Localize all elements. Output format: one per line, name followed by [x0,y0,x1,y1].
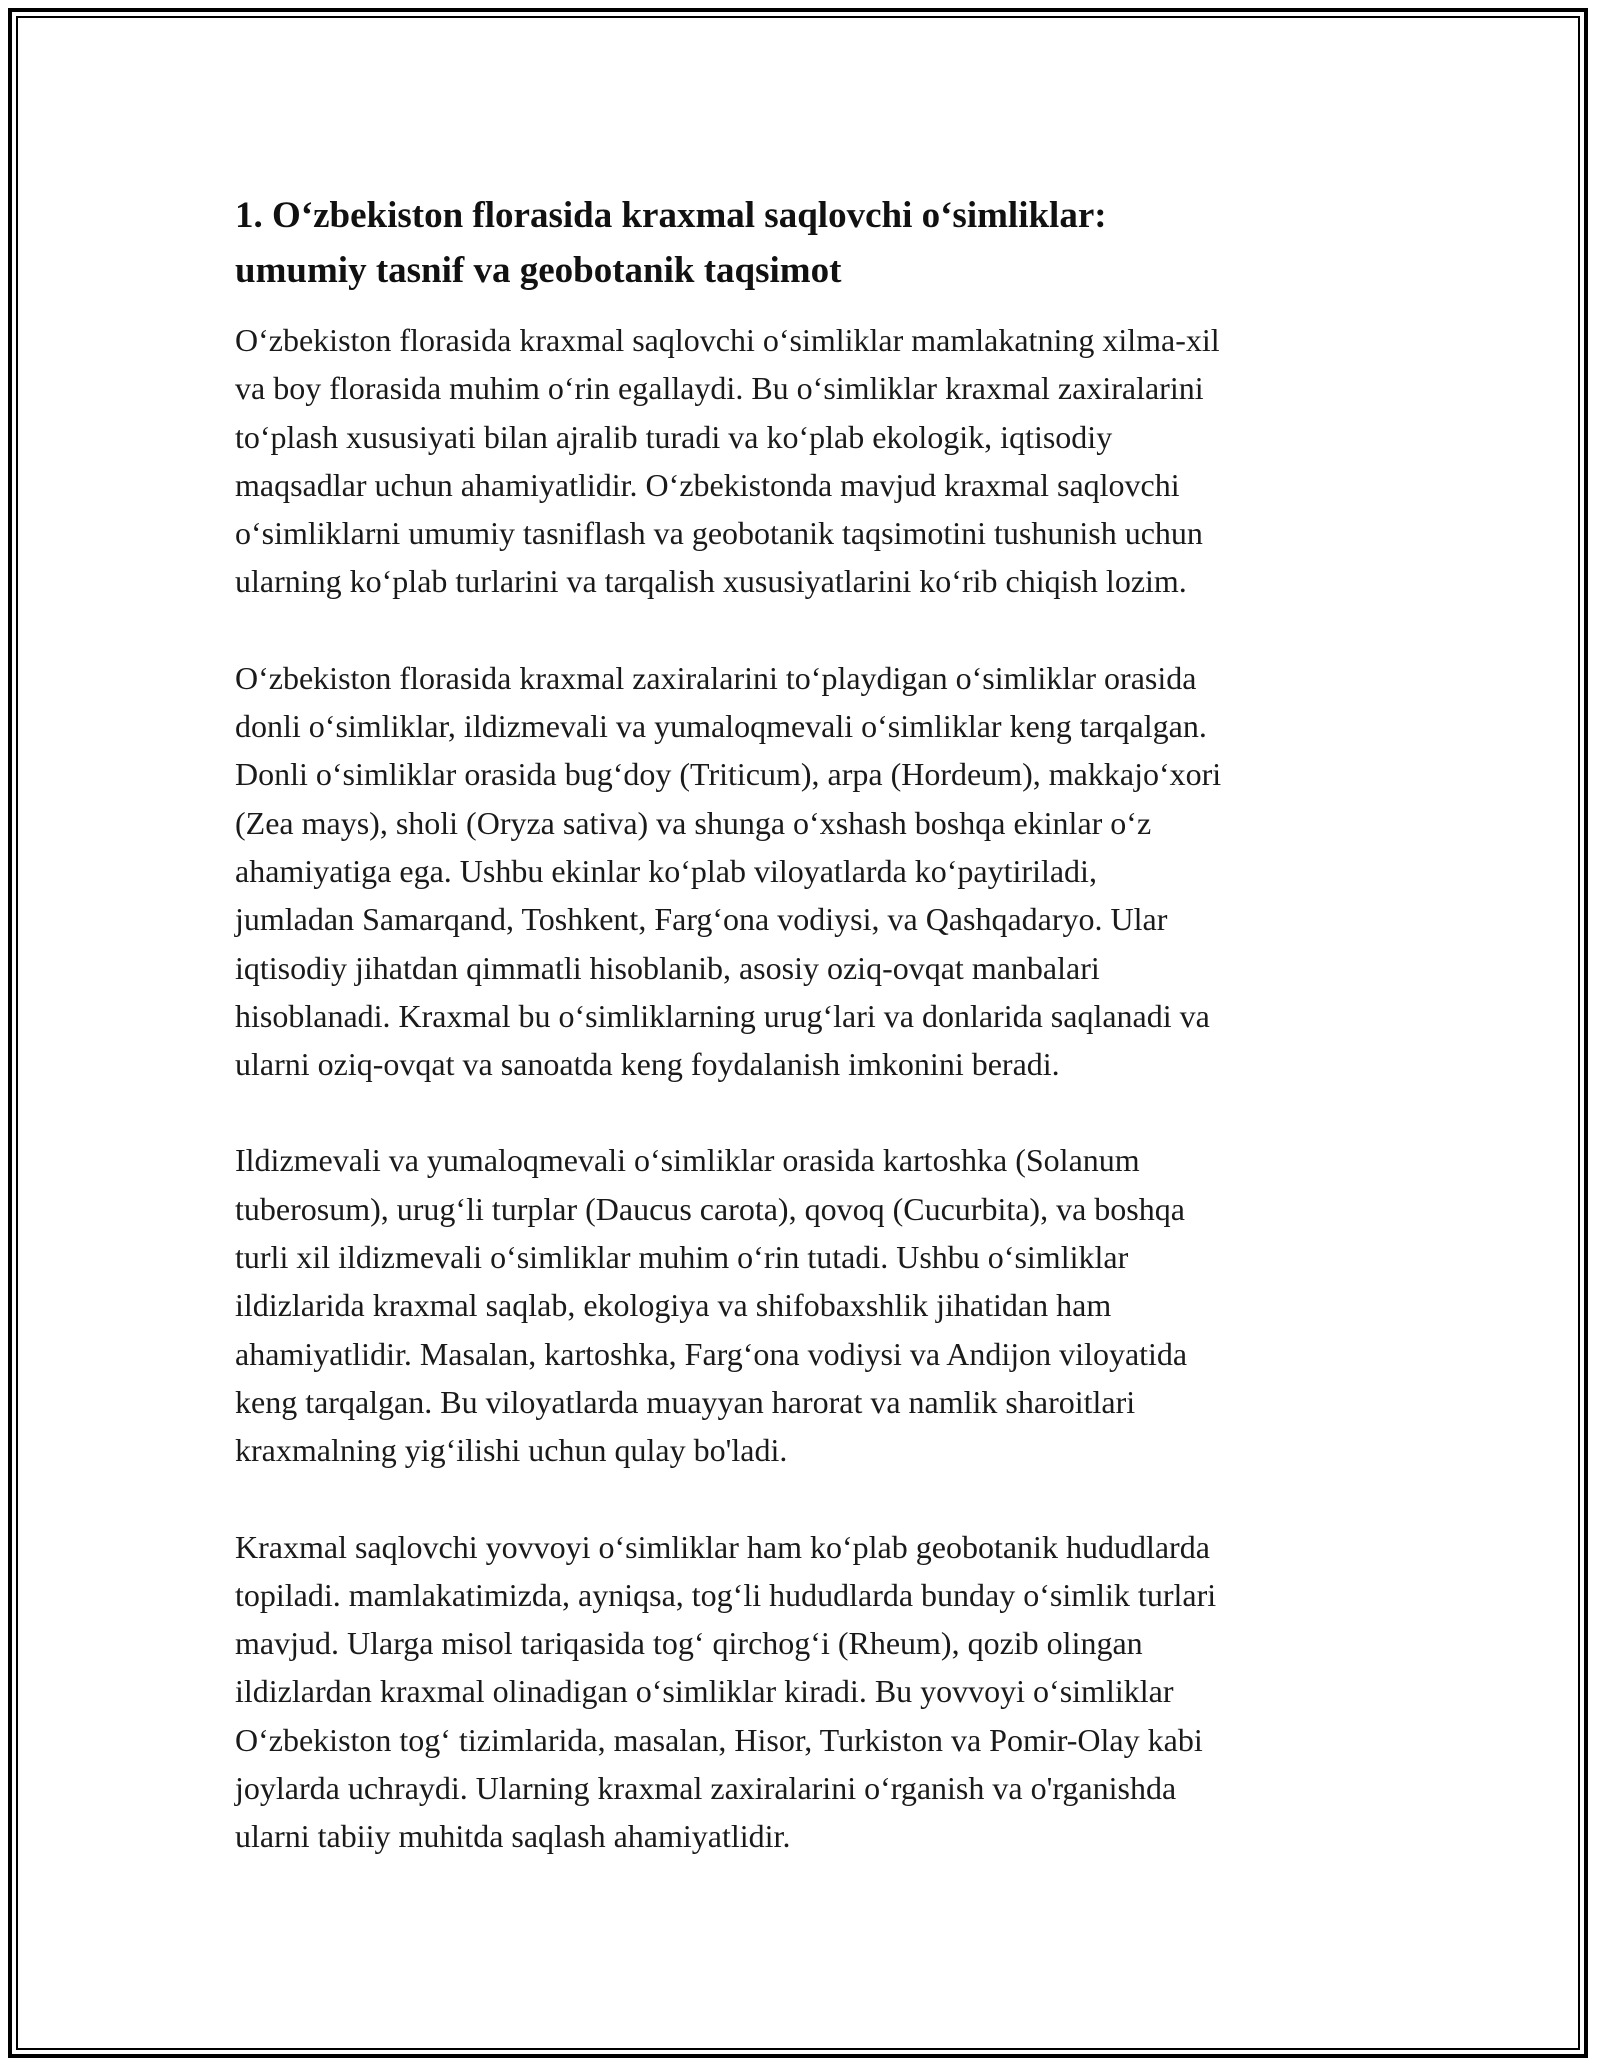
text-line: oʻsimliklarni umumiy tasniflash va geobotanik taqsimotini tushunish uchun [235,515,1203,552]
text-line: ahamiyatlidir. Masalan, kartoshka, Fargʻona vodiysi va Andijon viloyatida [235,1335,1188,1372]
text-line: ildizlardan kraxmal olinadigan oʻsimliklar kiradi. Bu yovvoyi oʻsimliklar [235,1673,1174,1710]
text-line: joylarda uchraydi. Ularning kraxmal zaxiralarini oʻrganish va o'rganishda [235,1770,1177,1807]
text-line: mavjud. Ularga misol tariqasida togʻ qirchogʻi (Rheum), qozib olingan [235,1625,1143,1662]
section-heading [235,188,1375,298]
text-line: maqsadlar uchun ahamiyatlidir. Oʻzbekistonda mavjud kraxmal saqlovchi [235,466,1180,503]
text-line: Kraxmal saqlovchi yovvoyi oʻsimliklar ham koʻplab geobotanik hududlarda [235,1528,1210,1565]
text-line: keng tarqalgan. Bu viloyatlarda muayyan harorat va namlik sharoitlari [235,1383,1136,1420]
text-line: iqtisodiy jihatdan qimmatli hisoblanib, asosiy oziq-ovqat manbalari [235,949,1100,986]
text-line: hisoblanadi. Kraxmal bu oʻsimliklarning urugʻlari va donlarida saqlanadi va [235,997,1210,1034]
document-body [235,188,1375,1909]
text-line: Oʻzbekiston florasida kraxmal saqlovchi oʻsimliklar mamlakatning xilma-xil [235,322,1220,358]
text-line: Ildizmevali va yumaloqmevali oʻsimliklar orasida kartoshka (Solanum [235,1142,1140,1179]
text-line: va boy florasida muhim oʻrin egallaydi. Bu oʻsimliklar kraxmal zaxiralarini [235,370,1204,407]
paragraph-2 [235,654,1375,1089]
text-line: ularning koʻplab turlarini va tarqalish xususiyatlarini koʻrib chiqish lozim. [235,563,1187,600]
text-line: jumladan Samarqand, Toshkent, Fargʻona vodiysi, va Qashqadaryo. Ular [235,901,1168,938]
text-line: ildizlarida kraxmal saqlab, ekologiya va shifobaxshlik jihatidan ham [235,1287,1112,1324]
text-line: (Zea mays), sholi (Oryza sativa) va shunga oʻxshash boshqa ekinlar oʻz [235,804,1152,841]
text-line: ahamiyatiga ega. Ushbu ekinlar koʻplab viloyatlarda koʻpaytiriladi, [235,852,1097,889]
text-line: kraxmalning yigʻilishi uchun qulay bo'ladi. [235,1432,788,1469]
paragraph-1 [235,316,1375,606]
text-line: Donli oʻsimliklar orasida bugʻdoy (Triticum), arpa (Hordeum), makkajoʻxori [235,756,1222,793]
text-line: ularni tabiiy muhitda saqlash ahamiyatlidir. [235,1818,791,1855]
text-line: turli xil ildizmevali oʻsimliklar muhim oʻrin tutadi. Ushbu oʻsimliklar [235,1239,1129,1276]
text-line: topiladi. mamlakatimizda, ayniqsa, togʻli hududlarda bunday oʻsimlik turlari [235,1576,1217,1613]
heading-line: 1. Oʻzbekiston florasida kraxmal saqlovchi oʻsimliklar: [235,195,1107,236]
text-line: toʻplash xususiyati bilan ajralib turadi va koʻplab ekologik, iqtisodiy [235,418,1113,455]
text-line: tuberosum), urugʻli turplar (Daucus carota), qovoq (Cucurbita), va boshqa [235,1190,1185,1227]
text-line: donli oʻsimliklar, ildizmevali va yumaloqmevali oʻsimliklar keng tarqalgan. [235,708,1207,745]
paragraph-4 [235,1523,1375,1861]
text-line: ularni oziq-ovqat va sanoatda keng foydalanish imkonini beradi. [235,1046,1060,1083]
text-line: Oʻzbekiston togʻ tizimlarida, masalan, Hisor, Turkiston va Pomir-Olay kabi [235,1721,1203,1758]
heading-line: umumiy tasnif va geobotanik taqsimot [235,250,842,291]
text-line: Oʻzbekiston florasida kraxmal zaxiralarini toʻplaydigan oʻsimliklar orasida [235,659,1197,696]
paragraph-3 [235,1136,1375,1474]
